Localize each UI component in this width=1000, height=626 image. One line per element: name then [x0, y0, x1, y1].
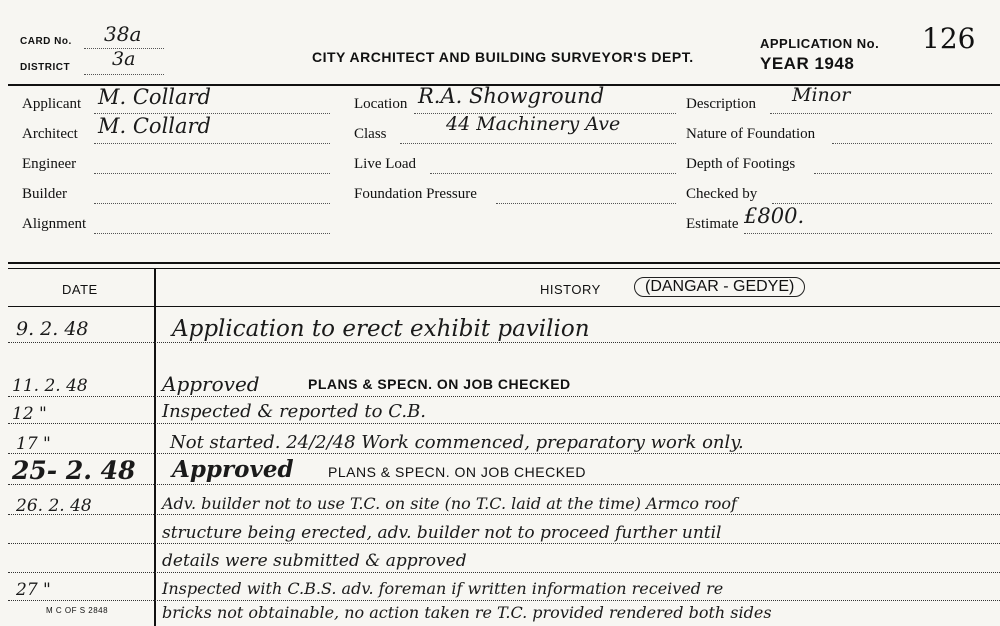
row-line	[8, 514, 1000, 515]
row-text: Inspected & reported to C.B.	[162, 401, 427, 422]
row-line	[8, 600, 1000, 601]
nature-line	[832, 143, 992, 144]
row-stamp: PLANS & SPECN. ON JOB CHECKED	[328, 464, 587, 480]
description-line	[770, 113, 992, 114]
depth-label: Depth of Footings	[686, 156, 796, 172]
foundation-pressure-label: Foundation Pressure	[354, 186, 477, 202]
row-text: details were submitted & approved	[162, 551, 467, 571]
estimate-value: £800.	[744, 204, 805, 228]
applicant-value: M. Collard	[98, 85, 211, 109]
history-header-rule	[8, 306, 1000, 307]
history-note: (DANGAR - GEDYE)	[634, 277, 805, 297]
history-top-rule	[8, 262, 1000, 264]
department-title: CITY ARCHITECT AND BUILDING SURVEYOR'S DEPT.	[312, 49, 694, 65]
row-line	[8, 484, 1000, 485]
application-label: APPLICATION No.	[760, 36, 880, 51]
row-date: 25- 2. 48	[12, 456, 136, 485]
alignment-line	[94, 233, 330, 234]
estimate-line	[744, 233, 992, 234]
history-header: HISTORY	[540, 282, 601, 297]
year-label: YEAR 1948	[760, 54, 855, 73]
date-header: DATE	[62, 282, 98, 297]
architect-label: Architect	[22, 126, 78, 142]
row-text: Not started. 24/2/48 Work commenced, preparatory work only.	[170, 432, 744, 453]
card-no-value: 38a	[104, 22, 142, 46]
location-label: Location	[354, 96, 408, 112]
application-number: 126	[922, 22, 976, 55]
row-text: bricks not obtainable, no action taken re T.C. provided rendered both sides	[162, 603, 772, 622]
district-line	[84, 74, 164, 75]
engineer-label: Engineer	[22, 156, 77, 172]
engineer-line	[94, 173, 330, 174]
row-date: 9. 2. 48	[16, 318, 89, 340]
row-date: 11. 2. 48	[12, 376, 88, 396]
class-line	[400, 143, 676, 144]
row-line	[8, 423, 1000, 424]
foundation-pressure-line	[496, 203, 676, 204]
row-text: Approved	[162, 372, 260, 396]
description-label: Description	[686, 96, 756, 112]
live-load-line	[430, 173, 676, 174]
row-date: 17 "	[16, 434, 51, 454]
row-line	[8, 453, 1000, 454]
applicant-label: Applicant	[22, 96, 82, 112]
description-value: Minor	[792, 84, 851, 106]
live-load-label: Live Load	[354, 156, 417, 172]
form-code: M C OF S 2848	[46, 606, 109, 615]
alignment-label: Alignment	[22, 216, 87, 232]
builder-label: Builder	[22, 186, 67, 202]
history-top-rule-2	[8, 268, 1000, 269]
estimate-label: Estimate	[686, 216, 739, 232]
row-line	[8, 342, 1000, 343]
class-value: 44 Machinery Ave	[446, 113, 621, 135]
row-date: 26. 2. 48	[16, 496, 92, 516]
row-text: Application to erect exhibit pavilion	[172, 316, 590, 342]
row-line	[8, 543, 1000, 544]
builder-line	[94, 203, 330, 204]
district-label: DISTRICT	[20, 62, 71, 73]
checked-by-label: Checked by	[686, 186, 758, 202]
row-date: 27 "	[16, 580, 51, 600]
row-text: Adv. builder not to use T.C. on site (no T.C. laid at the time) Armco roof	[162, 494, 737, 513]
card-no-label: CARD No.	[20, 36, 72, 47]
checked-by-line	[772, 203, 992, 204]
row-stamp: PLANS & SPECN. ON JOB CHECKED	[308, 376, 571, 392]
row-date: 12 "	[12, 404, 47, 424]
row-text: Approved	[172, 456, 294, 483]
row-text: structure being erected, adv. builder not to proceed further until	[162, 523, 722, 543]
nature-label: Nature of Foundation	[686, 126, 816, 142]
row-line	[8, 572, 1000, 573]
architect-value: M. Collard	[98, 114, 211, 138]
depth-line	[814, 173, 992, 174]
row-text: Inspected with C.B.S. adv. foreman if written information received re	[162, 579, 724, 598]
row-line	[8, 396, 1000, 397]
class-label: Class	[354, 126, 387, 142]
district-value: 3a	[112, 48, 136, 70]
architect-line	[94, 143, 330, 144]
location-value: R.A. Showground	[418, 84, 605, 108]
